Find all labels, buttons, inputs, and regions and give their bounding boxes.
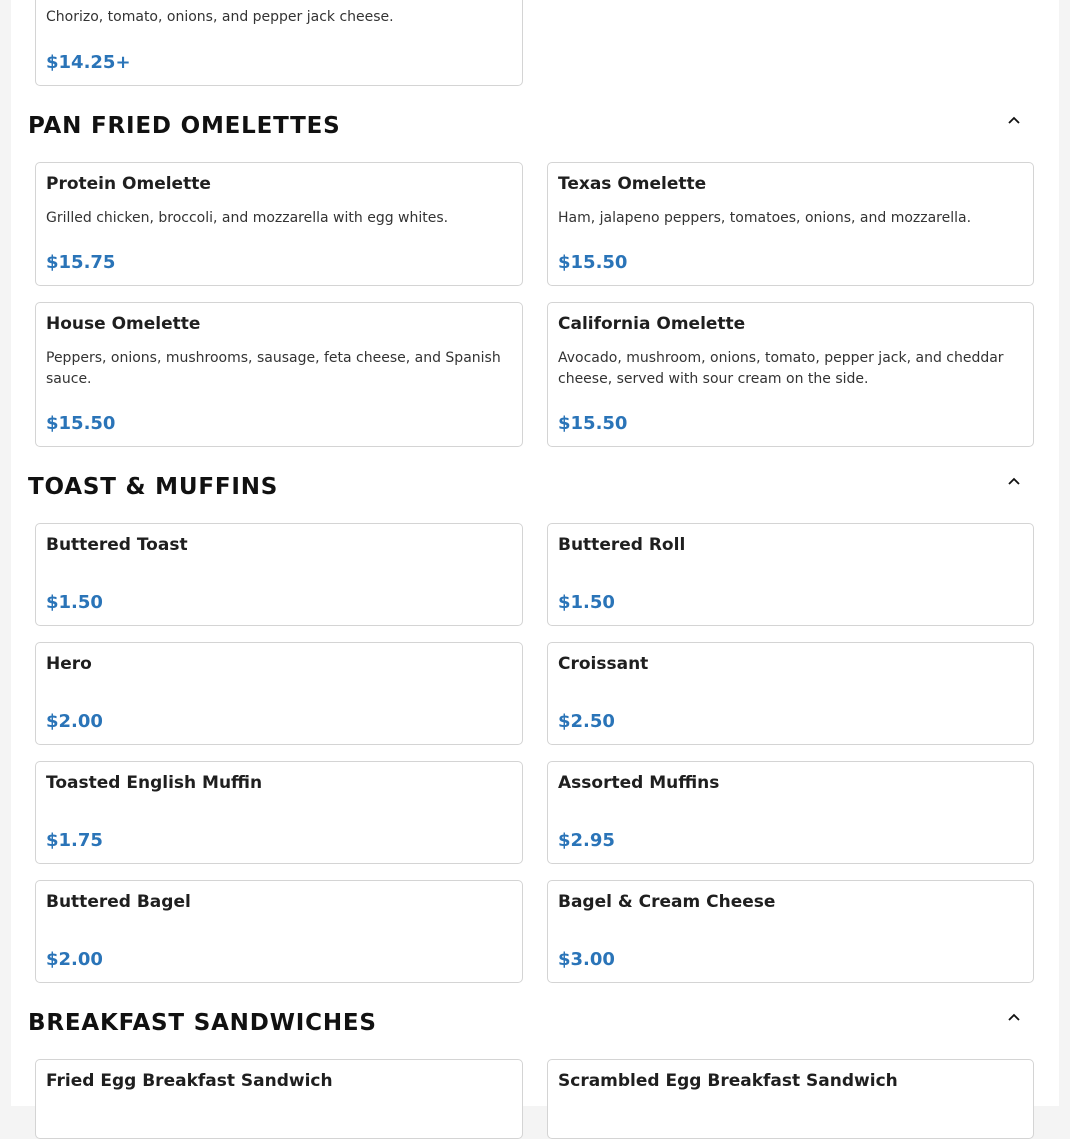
menu-item-card[interactable] <box>35 642 523 745</box>
item-name: California Omelette <box>558 314 746 334</box>
item-price: $2.50 <box>558 711 615 732</box>
chevron-up-icon[interactable] <box>1006 112 1022 128</box>
item-price: $15.50 <box>558 252 628 273</box>
item-name: Fried Egg Breakfast Sandwich <box>46 1071 333 1091</box>
item-price: $15.50 <box>46 413 116 434</box>
menu-item-card[interactable] <box>35 761 523 864</box>
item-description: Avocado, mushroom, onions, tomato, pepper jack, and cheddar cheese, served with sour cream on the side. <box>558 350 1004 387</box>
menu-item-card[interactable] <box>35 523 523 626</box>
item-name: House Omelette <box>46 314 201 334</box>
section-title: PAN FRIED OMELETTES <box>28 113 341 139</box>
item-description: Grilled chicken, broccoli, and mozzarella with egg whites. <box>46 210 449 226</box>
item-price: $3.00 <box>558 949 615 970</box>
item-name: Scrambled Egg Breakfast Sandwich <box>558 1071 898 1091</box>
item-description: Ham, jalapeno peppers, tomatoes, onions, and mozzarella. <box>558 210 972 226</box>
item-name: Hero <box>46 654 92 674</box>
item-price: $2.00 <box>46 949 103 970</box>
menu-item-card[interactable] <box>547 162 1034 286</box>
item-name: Croissant <box>558 654 649 674</box>
item-description: Chorizo, tomato, onions, and pepper jack cheese. <box>46 9 394 25</box>
item-price: $2.95 <box>558 830 615 851</box>
menu-item-card[interactable] <box>547 642 1034 745</box>
item-name: Buttered Bagel <box>46 892 191 912</box>
menu-item-card[interactable] <box>547 302 1034 447</box>
menu-item-card[interactable] <box>35 880 523 983</box>
chevron-up-icon[interactable] <box>1006 473 1022 489</box>
menu-item-card[interactable] <box>35 302 523 447</box>
item-price: $1.50 <box>46 592 103 613</box>
item-name: Assorted Muffins <box>558 773 720 793</box>
item-name: Buttered Roll <box>558 535 686 555</box>
item-price: $2.00 <box>46 711 103 732</box>
item-price: $15.75 <box>46 252 116 273</box>
item-price: $15.50 <box>558 413 628 434</box>
menu-item-card[interactable] <box>35 1059 523 1139</box>
item-name: Protein Omelette <box>46 174 211 194</box>
item-name: Toasted English Muffin <box>46 773 263 793</box>
menu-item-card[interactable] <box>35 0 523 86</box>
menu-item-card[interactable] <box>547 1059 1034 1139</box>
menu-item-card[interactable] <box>547 761 1034 864</box>
menu-item-card[interactable] <box>35 162 523 286</box>
item-name: Bagel & Cream Cheese <box>558 892 776 912</box>
menu-item-card[interactable] <box>547 880 1034 983</box>
section-title: TOAST & MUFFINS <box>28 474 279 500</box>
item-price: $1.75 <box>46 830 103 851</box>
chevron-up-icon[interactable] <box>1006 1009 1022 1025</box>
menu-item-card[interactable] <box>547 523 1034 626</box>
item-name: Texas Omelette <box>558 174 707 194</box>
section-title: BREAKFAST SANDWICHES <box>28 1010 377 1036</box>
item-name: Buttered Toast <box>46 535 188 555</box>
item-description: Peppers, onions, mushrooms, sausage, feta cheese, and Spanish sauce. <box>46 350 501 387</box>
item-price: $14.25+ <box>46 52 131 73</box>
item-price: $1.50 <box>558 592 615 613</box>
